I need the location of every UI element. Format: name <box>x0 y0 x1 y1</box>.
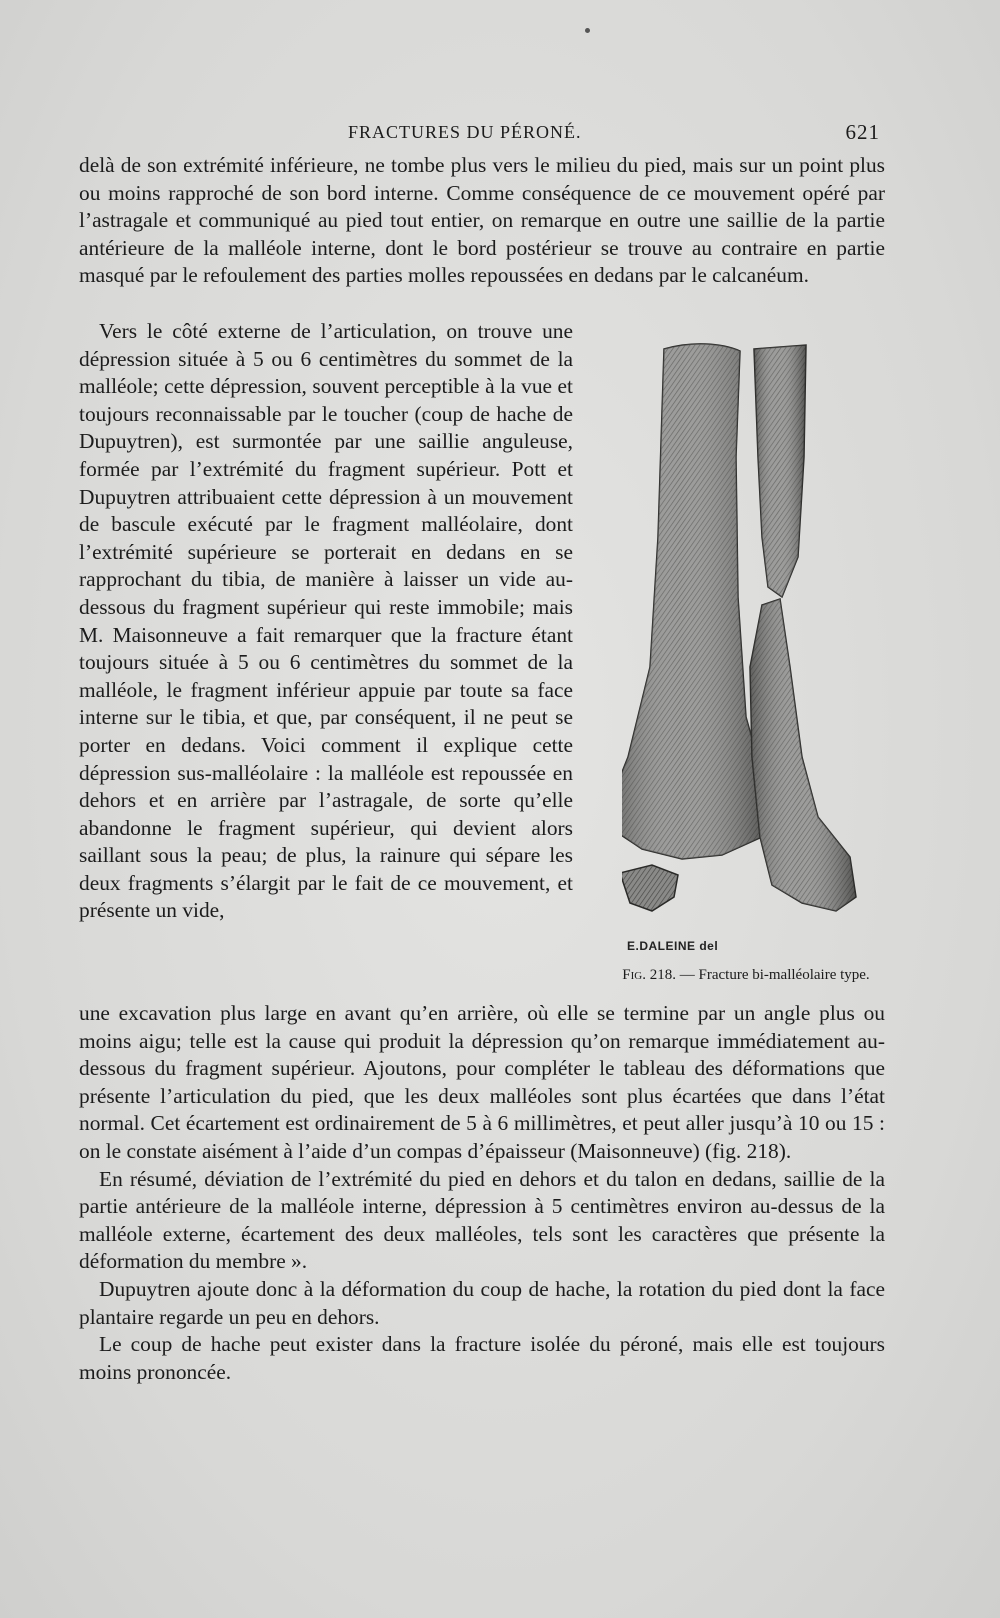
figure-caption-label: Fig. 218. <box>622 967 676 983</box>
top-paragraph: delà de son extrémité inférieure, ne tombe plus vers le milieu du pied, mais sur un point plus ou moins rapproché de son bord interne. Comme conséquence de ce mouvement opéré par l’astragale et communiqué au pied tout entier, on remarque en outre une saillie de la partie antérieure de la malléole interne, dont le bord postérieur se trouve au contraire en partie masqué par le refoulement des parties molles repoussées en dedans par le calcanéum. <box>79 153 885 288</box>
running-title: FRACTURES DU PÉRONÉ. <box>348 122 582 142</box>
side-paragraph: Vers le côté externe de l’articulation, on trouve une dépression située à 5 ou 6 centimètres du sommet de la malléole; cette dépression, souvent perceptible à la vue et toujours reconnaissable par le toucher (coup de hache de Dupuytren), est surmontée par une saillie anguleuse, formée par l’extrémité du fragment supérieur. Pott et Dupuytren attribuaient cette dépression à un mouvement de bascule exécuté par le fragment malléolaire, dont l’extrémité supérieure se porterait en dedans en se rapprochant du tibia, de manière à laisser un vide au-dessous du fragment supérieur qui reste immobile; mais M. Maisonneuve a fait remarquer que la fracture étant toujours située à 5 ou 6 centimètres du sommet de la malléole, le fragment inférieur appuie par toute sa face interne sur le tibia, et que, par conséquent, il ne peut se porter en dedans. Voici comment il explique cette dépression sus-malléolaire : la malléole est repoussée en dehors et en arrière par l’astragale, de sorte qu’elle abandonne le fragment supérieur, qui devient alors saillant sous la peau; de plus, la rainure qui sépare les deux fragments s’élargit par le fait de ce mouvement, et présente un vide, <box>79 319 573 923</box>
side-paragraph-block <box>79 318 573 925</box>
page-number: 621 <box>845 120 880 144</box>
artist-signature: E.DALEINE del <box>627 939 719 953</box>
figure-bone-illustration <box>622 337 884 957</box>
dupuytren-paragraph: Dupuytren ajoute donc à la déformation du coup de hache, la rotation du pied dont la face plantaire regarde un peu en dehors. <box>79 1276 885 1329</box>
medial-malleolus-fragment <box>622 865 678 911</box>
ink-speck <box>585 28 590 33</box>
summary-paragraph: En résumé, déviation de l’extrémité du pied en dehors et du talon en dedans, saillie de la partie antérieure de la malléole interne, dépression à 5 centimètres environ au-dessus de la malléole externe, écartement des deux malléoles, tels sont les caractères que présente la déformation du membre ». <box>79 1166 885 1274</box>
top-paragraph-block <box>79 152 885 290</box>
fracture-illustration <box>622 337 884 937</box>
figure-caption <box>604 967 888 984</box>
final-paragraph: Le coup de hache peut exister dans la fracture isolée du péroné, mais elle est toujours moins prononcée. <box>79 1332 885 1384</box>
bottom-text-block <box>79 1000 885 1386</box>
figure-caption-text: — Fracture bi-malléolaire type. <box>679 967 870 983</box>
page-header <box>80 118 880 144</box>
continuation-paragraph: une excavation plus large en avant qu’en arrière, où elle se termine par un angle plus ou moins aigu; telle est la cause qui produit la dépression qu’on remarque immédiatement au-dessous du fragment supérieur. Ajoutons, pour compléter le tableau des déformations que présente l’articulation du pied, que les deux malléoles sont plus écartées que dans l’état normal. Cet écartement est ordinairement de 5 à 6 millimètres, et peut aller jusqu’à 10 ou 15 : on le constate aisément à l’aide d’un compas d’épaisseur (Maisonneuve) (fig. 218). <box>79 1001 885 1163</box>
